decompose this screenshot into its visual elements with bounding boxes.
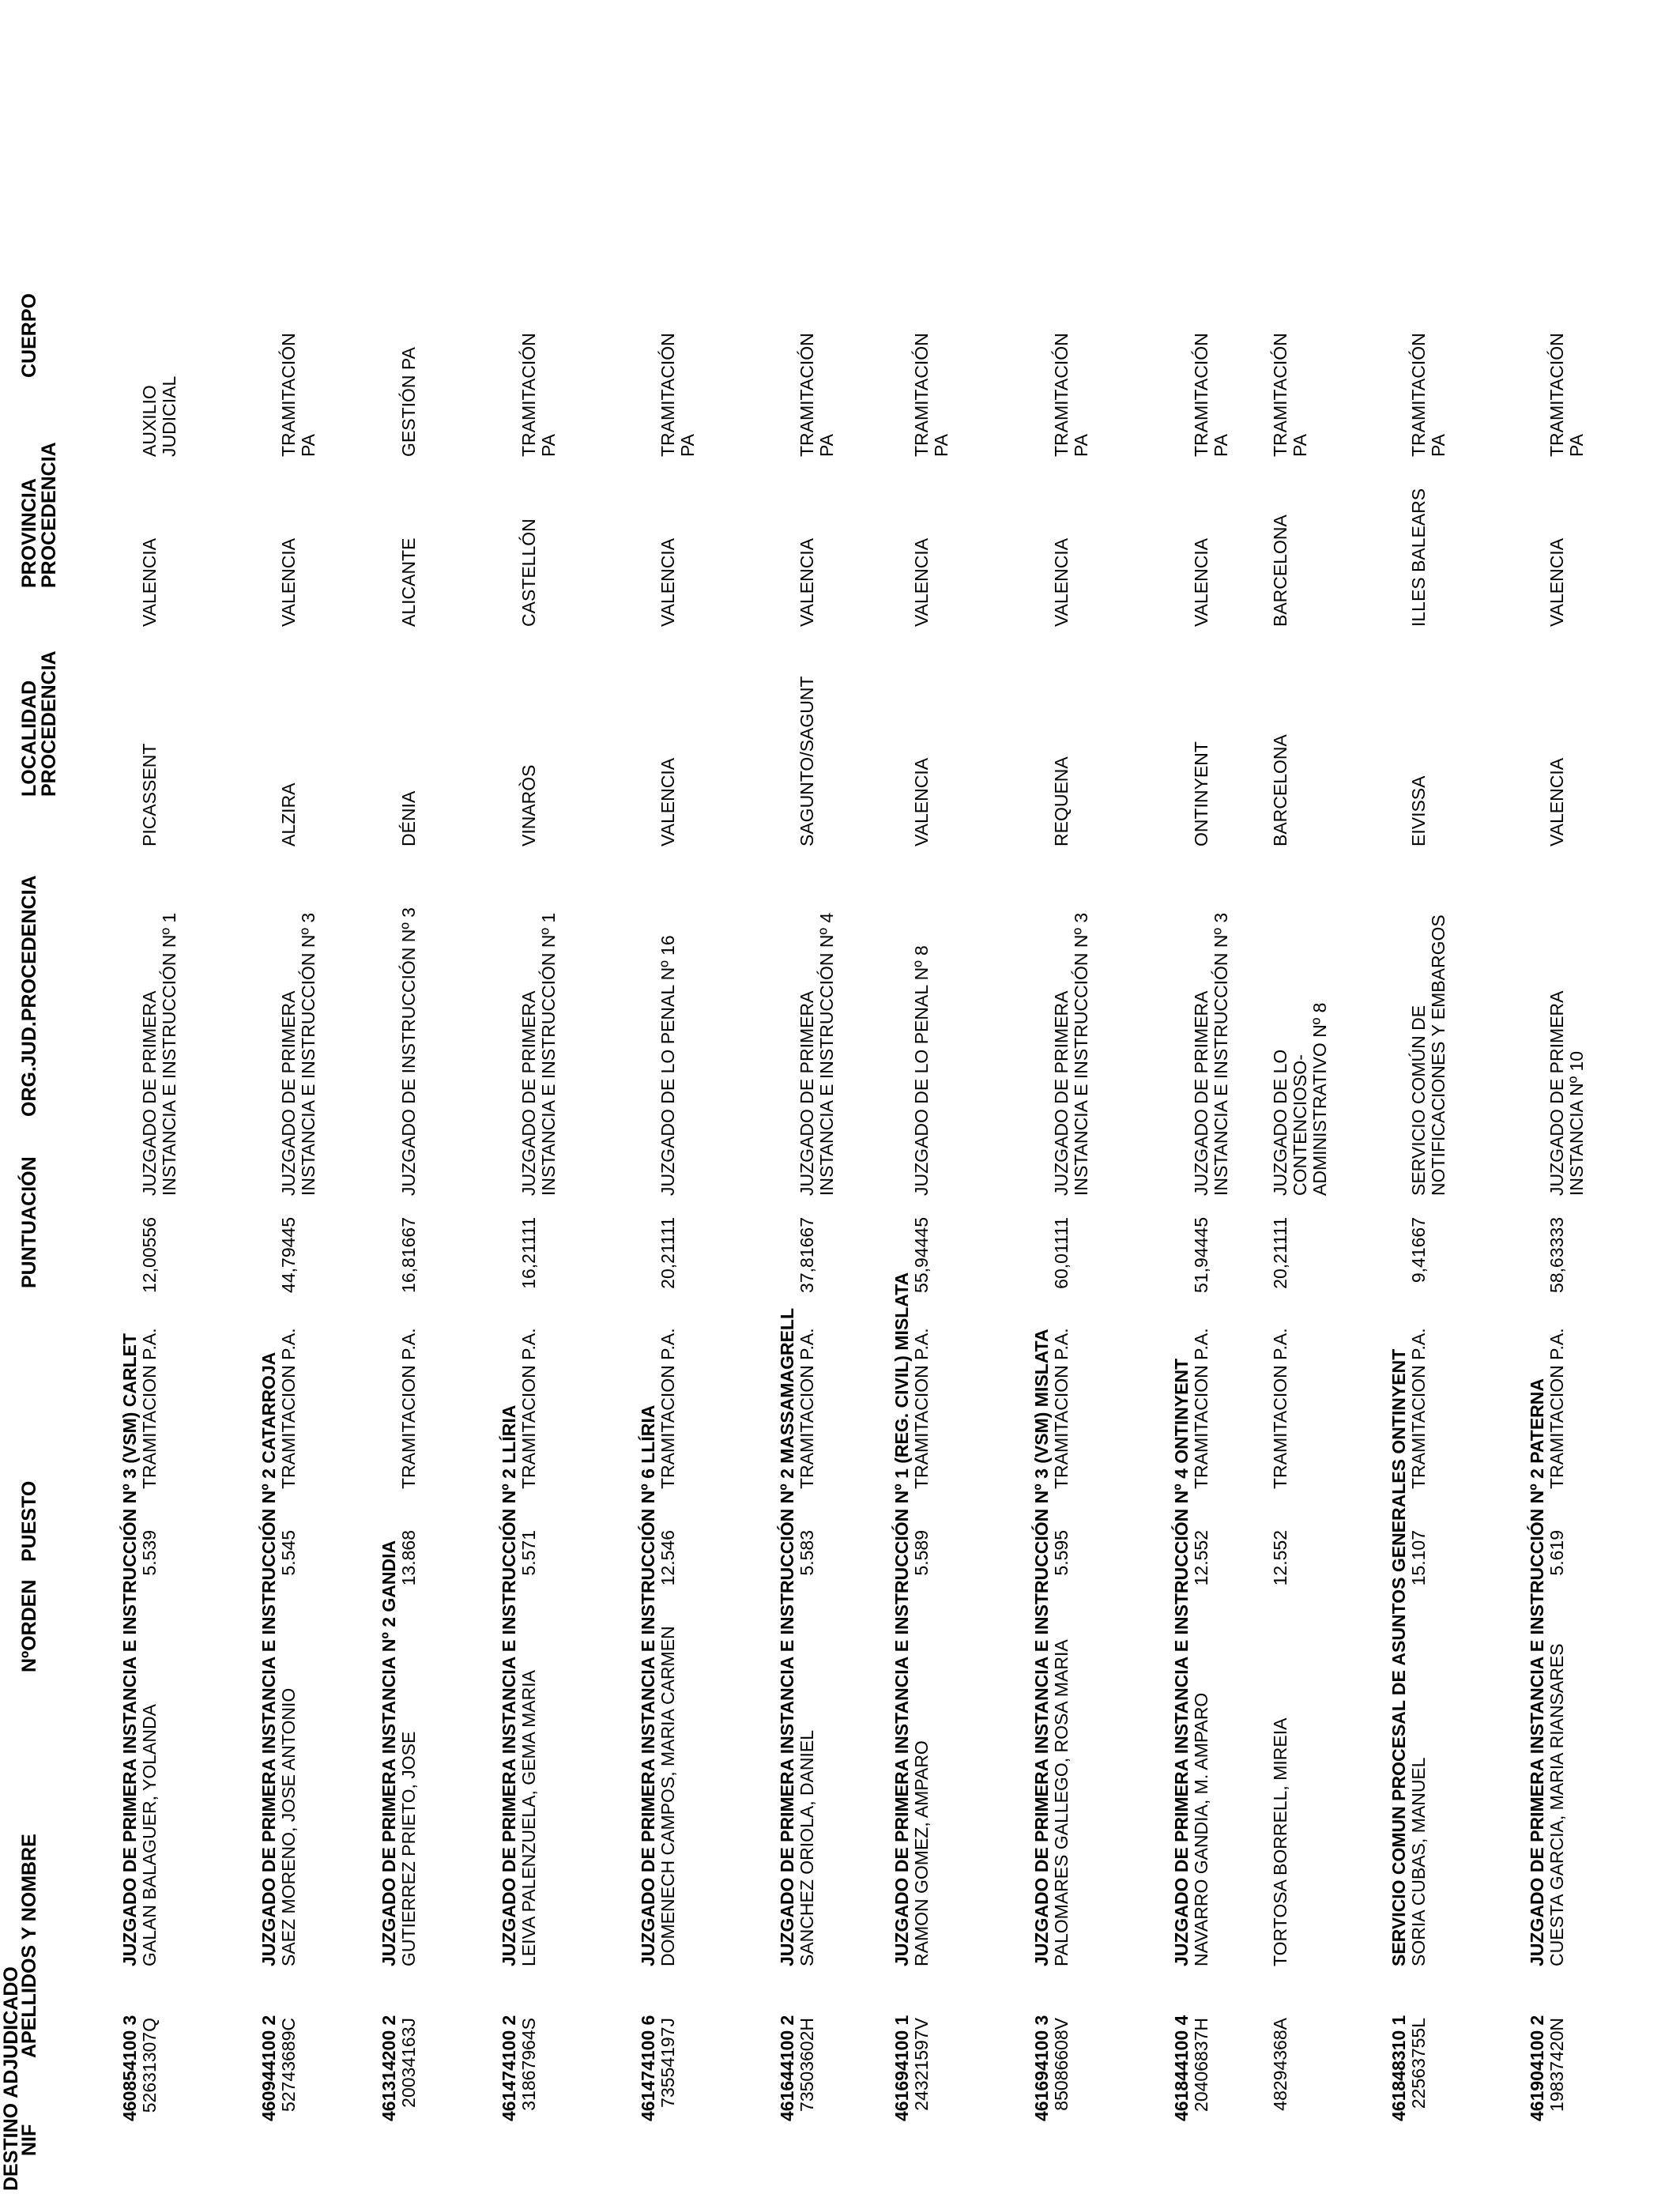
- org-procedencia-line: INSTANCIA E INSTRUCCIÓN Nº 3: [1211, 912, 1231, 1196]
- nif-cell: 52743689C: [278, 2018, 299, 2112]
- puntuacion-cell: 20,21111: [657, 1217, 678, 1289]
- cuerpo-line: PA: [1566, 434, 1587, 457]
- name-cell: LEIVA PALENZUELA, GEMA MARIA: [518, 1670, 539, 1966]
- provincia-cell: VALENCIA: [1546, 537, 1567, 627]
- puntuacion-cell: 58,63333: [1546, 1217, 1567, 1293]
- cuerpo-line: PA: [1071, 434, 1091, 457]
- org-procedencia-line: JUZGADO DE PRIMERA: [139, 990, 160, 1196]
- cuerpo-line: PA: [538, 434, 559, 457]
- col-nif-header: NIF: [18, 2124, 40, 2156]
- localidad-cell: BARCELONA: [1270, 734, 1290, 846]
- cuerpo-line: TRAMITACIÓN: [1546, 333, 1567, 457]
- org-procedencia-line: JUZGADO DE LO PENAL Nº 16: [657, 935, 678, 1196]
- nif-cell: 73503602H: [797, 2018, 817, 2112]
- col-provincia-header-2: PROCEDENCIA: [38, 442, 60, 588]
- cuerpo-line: PA: [298, 434, 318, 457]
- provincia-cell: VALENCIA: [139, 537, 160, 627]
- destino-title: DESTINO ADJUDICADO: [0, 1966, 22, 2191]
- provincia-cell: VALENCIA: [657, 537, 678, 627]
- cuerpo-line: PA: [1211, 434, 1231, 457]
- puntuacion-cell: 60,01111: [1051, 1217, 1072, 1289]
- name-cell: PALOMARES GALLEGO, ROSA MARIA: [1051, 1639, 1072, 1966]
- name-cell: GUTIERREZ PRIETO, JOSE: [398, 1731, 419, 1966]
- orden-cell: 12.552: [1191, 1530, 1211, 1586]
- cuerpo-line: PA: [931, 434, 951, 457]
- nif-cell: 48294368A: [1270, 2018, 1290, 2111]
- cuerpo-line: PA: [677, 434, 698, 457]
- provincia-cell: VALENCIA: [1051, 537, 1072, 627]
- group-code: 461694100 3: [1031, 2015, 1052, 2121]
- name-cell: SANCHEZ ORIOLA, DANIEL: [797, 1729, 817, 1966]
- puntuacion-cell: 16,81667: [398, 1217, 419, 1293]
- orden-cell: 5.589: [911, 1530, 932, 1576]
- org-procedencia-line: INSTANCIA E INSTRUCCIÓN Nº 4: [816, 912, 837, 1196]
- localidad-cell: VALENCIA: [657, 757, 678, 846]
- court-name: JUZGADO DE PRIMERA INSTANCIA E INSTRUCCIÓN Nº 1 (REG. CIVIL) MISLATA: [891, 1272, 912, 1966]
- org-procedencia-line: SERVICIO COMÚN DE: [1408, 1005, 1429, 1196]
- localidad-cell: VALENCIA: [1546, 757, 1567, 846]
- provincia-cell: VALENCIA: [797, 537, 817, 627]
- org-procedencia-line: JUZGADO DE PRIMERA: [1191, 990, 1211, 1196]
- localidad-cell: DÉNIA: [398, 790, 419, 846]
- court-name: JUZGADO DE PRIMERA INSTANCIA E INSTRUCCIÓN Nº 2 MASSAMAGRELL: [777, 1307, 797, 1966]
- puesto-cell: TRAMITACION P.A.: [797, 1328, 817, 1489]
- col-localidad-header-2: PROCEDENCIA: [38, 650, 60, 797]
- group-code: 460854100 3: [119, 2015, 140, 2121]
- org-procedencia-line: CONTENCIOSO-: [1290, 1054, 1310, 1196]
- name-cell: SORIA CUBAS, MANUEL: [1408, 1757, 1429, 1966]
- puntuacion-cell: 51,94445: [1191, 1217, 1211, 1293]
- puntuacion-cell: 9,41667: [1408, 1217, 1429, 1284]
- group-code: 461474100 2: [499, 2015, 519, 2121]
- puesto-cell: TRAMITACION P.A.: [1191, 1328, 1211, 1489]
- name-cell: CUESTA GARCIA, MARIA RIANSARES: [1546, 1643, 1567, 1966]
- nif-cell: 73554197J: [657, 2018, 678, 2108]
- puesto-cell: TRAMITACION P.A.: [278, 1328, 299, 1489]
- provincia-cell: CASTELLÓN: [518, 518, 539, 627]
- localidad-cell: ONTINYENT: [1191, 741, 1211, 846]
- col-provincia-header-1: PROVINCIA: [18, 478, 40, 588]
- puntuacion-cell: 37,81667: [797, 1217, 817, 1293]
- court-name: JUZGADO DE PRIMERA INSTANCIA E INSTRUCCIÓN Nº 2 LLÍRIA: [499, 1404, 519, 1966]
- org-procedencia-line: INSTANCIA Nº 10: [1566, 1050, 1587, 1196]
- puntuacion-cell: 12,00556: [139, 1217, 160, 1293]
- nif-cell: 19837420N: [1546, 2018, 1567, 2112]
- localidad-cell: VINARÒS: [518, 764, 539, 846]
- org-procedencia-line: JUZGADO DE PRIMERA: [278, 990, 299, 1196]
- nif-cell: 20406837H: [1191, 2018, 1211, 2112]
- puntuacion-cell: 44,79445: [278, 1217, 299, 1293]
- orden-cell: 5.595: [1051, 1530, 1072, 1576]
- cuerpo-line: TRAMITACIÓN: [657, 333, 678, 457]
- orden-cell: 5.539: [139, 1530, 160, 1576]
- provincia-cell: VALENCIA: [911, 537, 932, 627]
- col-norden-header: NºORDEN: [18, 1579, 40, 1672]
- puesto-cell: TRAMITACION P.A.: [139, 1328, 160, 1489]
- localidad-cell: REQUENA: [1051, 756, 1072, 846]
- org-procedencia-line: JUZGADO DE LO: [1270, 1049, 1290, 1196]
- cuerpo-line: TRAMITACIÓN: [911, 333, 932, 457]
- provincia-cell: VALENCIA: [278, 537, 299, 627]
- court-name: JUZGADO DE PRIMERA INSTANCIA E INSTRUCCIÓN Nº 4 ONTINYENT: [1171, 1358, 1192, 1966]
- cuerpo-line: JUDICIAL: [159, 375, 179, 457]
- puesto-cell: TRAMITACION P.A.: [518, 1328, 539, 1489]
- name-cell: GALAN BALAGUER, YOLANDA: [139, 1704, 160, 1966]
- org-procedencia-line: INSTANCIA E INSTRUCCIÓN Nº 1: [159, 912, 179, 1196]
- org-procedencia-line: JUZGADO DE PRIMERA: [518, 990, 539, 1196]
- orden-cell: 12.546: [657, 1530, 678, 1586]
- org-procedencia-line: JUZGADO DE PRIMERA: [1051, 990, 1072, 1196]
- group-code: 461644100 2: [777, 2015, 797, 2121]
- orden-cell: 13.868: [398, 1530, 419, 1586]
- localidad-cell: PICASSENT: [139, 743, 160, 846]
- puesto-cell: TRAMITACION P.A.: [657, 1328, 678, 1489]
- cuerpo-line: TRAMITACIÓN: [1051, 333, 1072, 457]
- nif-cell: 85086608V: [1051, 2018, 1072, 2111]
- col-org-header: ORG.JUD.PROCEDENCIA: [18, 875, 40, 1117]
- court-name: JUZGADO DE PRIMERA INSTANCIA E INSTRUCCIÓN Nº 2 CATARROJA: [258, 1351, 279, 1966]
- cuerpo-line: PA: [816, 434, 837, 457]
- localidad-cell: EIVISSA: [1408, 775, 1429, 846]
- group-code: 461848310 1: [1388, 2015, 1409, 2121]
- court-name: JUZGADO DE PRIMERA INSTANCIA E INSTRUCCIÓN Nº 6 LLÍRIA: [638, 1404, 658, 1966]
- col-apellidos-header: APELLIDOS Y NOMBRE: [18, 1834, 40, 2058]
- name-cell: RAMON GOMEZ, AMPARO: [911, 1740, 932, 1966]
- puesto-cell: TRAMITACION P.A.: [1408, 1328, 1429, 1489]
- org-procedencia-line: INSTANCIA E INSTRUCCIÓN Nº 3: [1071, 912, 1091, 1196]
- puntuacion-cell: 20,21111: [1270, 1217, 1290, 1289]
- cuerpo-line: TRAMITACIÓN: [1408, 333, 1429, 457]
- court-name: SERVICIO COMUN PROCESAL DE ASUNTOS GENERALES ONTINYENT: [1388, 1348, 1409, 1966]
- puesto-cell: TRAMITACION P.A.: [1546, 1328, 1567, 1489]
- col-puntuacion-header: PUNTUACIÓN: [18, 1156, 40, 1288]
- cuerpo-line: TRAMITACIÓN: [518, 333, 539, 457]
- provincia-cell: ALICANTE: [398, 537, 419, 627]
- org-procedencia-line: JUZGADO DE INSTRUCCIÓN Nº 3: [398, 907, 419, 1196]
- court-name: JUZGADO DE PRIMERA INSTANCIA E INSTRUCCIÓN Nº 3 (VSM) MISLATA: [1031, 1329, 1052, 1966]
- col-puesto-header: PUESTO: [18, 1480, 40, 1562]
- org-procedencia-line: INSTANCIA E INSTRUCCIÓN Nº 1: [538, 912, 559, 1196]
- orden-cell: 5.545: [278, 1530, 299, 1576]
- nif-cell: 52631307Q: [139, 2018, 160, 2113]
- group-code: 460944100 2: [258, 2015, 279, 2121]
- puesto-cell: TRAMITACION P.A.: [398, 1328, 419, 1489]
- cuerpo-line: TRAMITACIÓN: [797, 333, 817, 457]
- puesto-cell: TRAMITACION P.A.: [911, 1328, 932, 1489]
- group-code: 461844100 4: [1171, 2015, 1192, 2121]
- orden-cell: 15.107: [1408, 1530, 1429, 1586]
- name-cell: DOMENECH CAMPOS, MARIA CARMEN: [657, 1626, 678, 1966]
- col-localidad-header-1: LOCALIDAD: [18, 680, 40, 797]
- court-name: JUZGADO DE PRIMERA INSTANCIA E INSTRUCCIÓN Nº 2 PATERNA: [1527, 1378, 1547, 1966]
- localidad-cell: VALENCIA: [911, 757, 932, 846]
- cuerpo-line: GESTIÓN PA: [398, 347, 419, 457]
- cuerpo-line: PA: [1428, 434, 1448, 457]
- court-name: JUZGADO DE PRIMERA INSTANCIA E INSTRUCCIÓN Nº 3 (VSM) CARLET: [119, 1333, 140, 1966]
- orden-cell: 5.571: [518, 1530, 539, 1576]
- cuerpo-line: TRAMITACIÓN: [1270, 333, 1290, 457]
- provincia-cell: ILLES BALEARS: [1408, 488, 1429, 627]
- nif-cell: 20034163J: [398, 2018, 419, 2108]
- puesto-cell: TRAMITACION P.A.: [1270, 1328, 1290, 1489]
- provincia-cell: BARCELONA: [1270, 515, 1290, 627]
- orden-cell: 12.552: [1270, 1530, 1290, 1586]
- org-procedencia-line: NOTIFICACIONES Y EMBARGOS: [1428, 914, 1448, 1196]
- orden-cell: 5.583: [797, 1530, 817, 1576]
- group-code: 461314200 2: [379, 2015, 399, 2121]
- col-cuerpo-header: CUERPO: [18, 293, 40, 378]
- puesto-cell: TRAMITACION P.A.: [1051, 1328, 1072, 1489]
- group-code: 461474100 6: [638, 2015, 658, 2121]
- group-code: 461904100 2: [1527, 2015, 1547, 2121]
- name-cell: NAVARRO GANDIA, M. AMPARO: [1191, 1692, 1211, 1966]
- localidad-cell: ALZIRA: [278, 782, 299, 846]
- org-procedencia-line: JUZGADO DE PRIMERA: [797, 990, 817, 1196]
- provincia-cell: VALENCIA: [1191, 537, 1211, 627]
- orden-cell: 5.619: [1546, 1530, 1567, 1576]
- cuerpo-line: PA: [1290, 434, 1310, 457]
- org-procedencia-line: ADMINISTRATIVO Nº 8: [1309, 1002, 1330, 1196]
- cuerpo-line: TRAMITACIÓN: [278, 333, 299, 457]
- nif-cell: 22563755L: [1408, 2018, 1429, 2109]
- org-procedencia-line: INSTANCIA E INSTRUCCIÓN Nº 3: [298, 912, 318, 1196]
- name-cell: SAEZ MORENO, JOSE ANTONIO: [278, 1687, 299, 1966]
- org-procedencia-line: JUZGADO DE LO PENAL Nº 8: [911, 945, 932, 1196]
- puntuacion-cell: 55,94445: [911, 1217, 932, 1293]
- nif-cell: 24321597V: [911, 2018, 932, 2111]
- puntuacion-cell: 16,21111: [518, 1217, 539, 1289]
- court-name: JUZGADO DE PRIMERA INSTANCIA Nº 2 GANDIA: [379, 1540, 399, 1966]
- org-procedencia-line: JUZGADO DE PRIMERA: [1546, 990, 1567, 1196]
- name-cell: TORTOSA BORRELL, MIREIA: [1270, 1717, 1290, 1966]
- group-code: 461694100 1: [891, 2015, 912, 2121]
- cuerpo-line: TRAMITACIÓN: [1191, 333, 1211, 457]
- cuerpo-line: AUXILIO: [139, 385, 160, 457]
- nif-cell: 31867964S: [518, 2018, 539, 2111]
- localidad-cell: SAGUNTO/SAGUNT: [797, 676, 817, 846]
